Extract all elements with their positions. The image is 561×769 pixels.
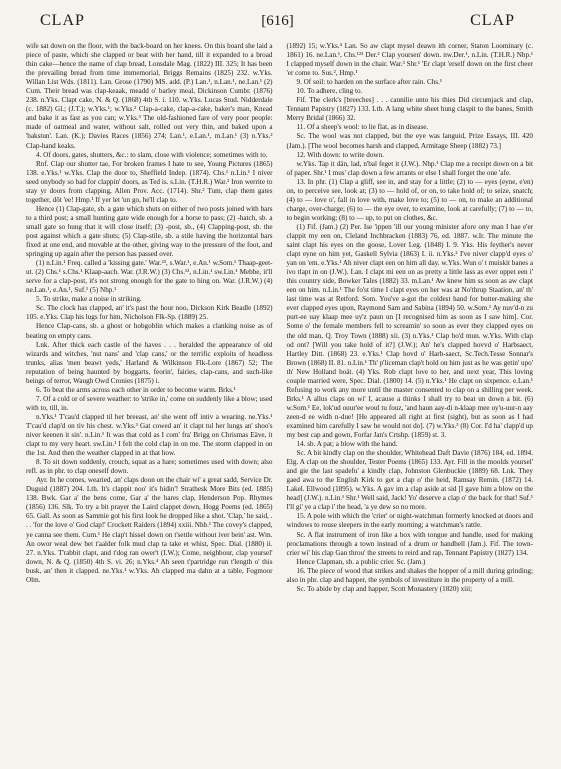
paragraph: 15. A pole with which the 'crier' or night-watchman formerly knocked at doors and windows to rouse sleepers in the early morning; a watchman's rattle. [286,512,533,530]
paragraph: w.Yks. Tap it dän, lad, n'bal feget it (J.W.). Nhp.¹ Clap me a receipt down on a bit of paper. Shr.¹ I mus' clap down a few arrants or else I shall forget the one 'afe. [286,159,533,177]
paragraph: (1892) 15; w.Yks.⁴ Lan. So aw clapt mysel deawn ith corner, Staton Loominary (c. 1861) 16. ne.Lan.¹, Chs.¹²³ Der.² Clap yoursen' down. nw.Der.¹, n.Lin. (T.H.R.) Nhp.¹ I clapped myself down in the chair. War.³ Shr.¹ 'Er clapt 'erself down on the first cheer 'er come to. Sus.², Hmp.¹ [286,42,533,78]
paragraph: 10. To adhere, cling to. [296,87,363,96]
text-columns [26,42,533,762]
paragraph: 11. Of a sheep's wool: to lie flat, as in disease. [296,123,429,132]
paragraph: 4. Of doors, gates, shutters, &c.: to slam, close with violence; sometimes with to. [36,150,268,159]
paragraph: 6. To beat the arms across each other in order to become warm. Brks.¹ [36,385,236,394]
running-header [26,12,533,34]
paragraph: Sc. A bit kindly clap on the shoulder, Whitehead Daft Davie (1876) 184, ed. 1894. Elg. A clap on the shoulder, Tester Poems (1865) 133. Ayr. Fill in the moolds yoursel' and gie the last spadefu' a kindly clap, Johnston Glenbuckie (1889) 68. Lnk. They gaed awa to the English Kirk to get a clap o' the heid, Ramsay Remin. (1872) 14. Lakel. Ellwood (1895). w.Yks. A gav im a clap aside at sid [I gave him a blow on the head] (J.W.). n.Lin.¹ Shr.¹ Well said, Jack! Yo' deserve a clap o' the back for that! Suf.¹ I'll gi' ye a clap i' the head, 'a ye dew so no more. [286,449,533,512]
paragraph: Ayr. In he comes, wearied, an' claps doon on the chair wi' a great sadd, Service Dr. Duguid (1887) 204. Lth. It's clappit noo' it's hidin'! Strathesk More Bits (ed. 1885) 138. Bwk. Gar a' the bens come, Gar a' the hares clap, Henderson Pop. Rhymes (1856) 136. Slk. To try a bit prayer the Laird clappet down, Hogg Poems (ed. 1865) 65. Gall. As soon as Sammie got his first look he dropped like a shot. 'Clap,' he said, . . . 'for the love o' God clap!' Crockett Raiders (1894) xxiii. Nhb.¹ The covey's clapped, ye canna see them. Cum.¹ He clap't hissel down on t'settle without iver bein' ast. Wm. An owor weal dew bet t'aalder folk mud clap ta take et whist, Spec. Dial. (1880) ii. 27. n.Yks. T'rabbit clapt, and t'dog ran ower't (I.W.); Come, neighbour, clap yoursel' down, N. & Q. (1850) 4th S. vi. 26; n.Yks.⁴ Ah seen t'partridge run t'length o' this busk, an' then it clapped. ne.Yks.¹ w.Yks. Ah clapped ma dahn at a table, Fogmoor Olm. [26,476,273,584]
header-right-word: CLAP [470,12,515,29]
right-column [287,42,534,762]
paragraph: wife sat down on the floor, with the back-board on her knees. On this board she laid a piece of paste, which she clapped or beat with her hand, till it expanded to a broad thin cake—hence the name of clap bread, Lonsdale Mag. (1822) III. 325; It has been the prevailing bread from time immemorial, Briggs Remains (1825) 232. w.Yks. Willan List Wds. (1811). Lan. Grose (1790) MS. add. (P.) Lan.¹, n.Lan.¹, ne.Lan.¹ (2) Cum. Their bread was clap-keaak, meadd o' barley meal, Dickinson Cumbr. (1876) 238. n.Yks. Clapt cake, N. & Q. (1868) 4th S. i. 110. w.Yks. Lucas Stud. Nidderdale (c. 1882) Gl.; (J.T.); w.Yks.¹; w.Yks.² Clap-a-cake, clap-a-cake, baker's man, Knead and bake it as fast as you can; w.Yks.³ The old-fashioned fare of very poor people: made of oatmeal and water, without salt, rolled out very thin, and baked upon a 'bakstun'. Lan. (K.); Davies Races (1856) 274; Lan.¹, e.Lan.¹, m.Lan.¹ (3) n.Yks.² Clap-hand keaks. [26,42,273,150]
paragraph: 8. To sit down suddenly, crouch, squat as a hare; sometimes used with down; also refl. as in phr. to clap oneself down. [26,458,273,476]
paragraph: 9. Of soil: to harden on the surface after rain. Chs.¹ [296,78,443,87]
page-number: [616] [261,13,294,29]
paragraph: Sc. To abide by clap and happer, Scott Monastery (1820) xiii; [296,584,473,593]
paragraph: 14. sb. A pat; a blow with the hand. [296,440,398,449]
paragraph: n.Yks.¹ T'cau'd clapped til her breeast, an' she went off intiv a wearing. ne.Yks.¹ T'cau'd clap'd on tiv his chest. w.Yks.³ Gat cowed an' it clapt tul her lungs an' shoo's niver keenen it sin'. n.Lin.¹ It was that cold as I com' fra' Brigg on Chrismas Eäve, it clapt to my very heart. sw.Lin.¹ I felt the cold clap in on me. The storm clapped in on the 1st. And then the weather clapped in at that how. [26,412,273,458]
paragraph: 5. To strike, make a noise in striking. [36,295,142,304]
paragraph: 13. In phr. (1) Clap a gliff, see in, and stay for a little; (2) to — eyes (eyne, e'en) on, to perceive see, look at; (3) to — hold of, or on, to take hold of; to seize, snatch; (4) to — love o', fall in love with, make love to; (5) to — on, to make an additional charge, over-charge; (6) to — the eye over, to examine, look at carefully; (7) to — to, to begin working; (8) to — up, to put on clothes, &c. [286,177,533,222]
paragraph: 12. With down: to write down. [296,150,384,159]
paragraph: Hence Clap-cans, sb. a ghost or hobgoblin which makes a clanking noise as of beating on empty cans. [26,322,273,340]
paragraph: 7. Of a cold or of severe weather: to 'strike in,' come on suddenly like a blow; used with to, till, in. [26,394,273,412]
paragraph: (1) n.Lin.¹ Freq. called a 'kissing gate.' War.²³, s.War.¹, e.An.¹ w.Som.¹ Thaap-geet-ut. (2) Chs.¹ s.Chs.¹ Klaap-aach. War. (J.R.W.) (3) Chs.¹³, n.Lin.¹ sw.Lin.¹ Mebbe, it'll serve for a clap-post, it's not strong enough for the gate to hing on. War. (J.R.W.) (4) ne.Lan.¹, e.An.¹, Suf.¹ (5) Nhp.¹ [26,259,273,295]
header-left-word: CLAP [40,12,85,29]
paragraph: Fif. The clerk's [breeches] . . . cannilie unto his thies Did circumjack and clap, Tennant Papistry (1827) 133. Lth. A lang white sheet hung claspit to the banes, Smith Merry Bridal (1866) 32. [286,96,533,123]
paragraph: Sc. A flat instrument of iron like a box with tongue and handle, used for making proclamations through a town instead of a drum or handbell (Jam.). Fif. The town-crier wi' his clap Gan throu' the streets to reird and rap, Tennant Papistry (1827) 134. [286,530,533,557]
paragraph: Hence (1) Clap-gate, sb. a gate which shuts on either of two posts joined with bars to a third post; a small hunting gate wide enough for a horse to pass; (2) -hatch, sb. a small gate so hung that it will close itself; (3) -post, sb., (4) Clapping-post, sb. the post against which a gate shuts; (5) Clap-stile, sb. a stile having the horizontal bars fixed at one end, and movable at the other, giving way to the pressure of the foot, and springing up again after the person has passed over. [26,204,273,259]
paragraph: Lnk. After thick each castle of the haves . . . heralded the appearance of old wizards and witches, 'nut nans' and 'clap cans,' or the terrific exploits of headless trunks, alias 'men beawt yeds,' Harland & Wilkinson Flk-Lore (1867) 52; The reputation of being haunted by boggarts, feorin', fairies, clap-cans, and such-like beings of terror, Waugh Owd Cronies (1875) i. [26,340,273,385]
left-column [26,42,273,762]
paragraph: (1) Fif. (Jam.) (2) Per. Ise 'ippen 'ill our young minister afore ony man I hae e'er clappit my een on, Cleland Inchbracken (1883) 76, ed. 1887. w.Ir. The minute the saint clapt his eyes on the goose, Lover Leg. (1848) I. 9. Yks. His feyther's never clapt eyne on him yet, Gaskell Sylvia (1863) I. ii. n.Yks.² I've niver clapp'd eyes o' yan on 'em. e.Yks.¹ Ah niver clapt een on him all day. w.Yks. Wun o' t muiskit banes a ivo tlapt in on (J.W.). Lan. I clapt mi een on as pretty a little lass as ever oppet een i' this country side, Bowker Tales (1882) 33. m.Lan.¹ Aw knew him ss soon as aw clapt een on him. n.Lin.¹ The fo'st time I clapt eyes on her was at No'thrup Staation, an' th' last time was at Retford. Som. You've a-got the coldest hand for butter-making she ever clapped eyes upon, Raymond Sam and Sabina (1894) 50. w.Som.¹ Ay nuv'd-n zu purt-ee uay klaap mee uy'z paun un [I recognised him as soon as I saw him]. Cor. Some o' the female members fell to screamin' so soon as ever they clapped eyes on the old man, Q. Troy Town (1888) xii. (3) n.Yks.¹ Clap ho'd mun. w.Yks. With clap od ont? [Will you take hold of it?] (J.W.); An' he's clapped hovvd o' Harbsaect, Hartley Ditt. (1868) 23. e.Yks.¹ Clap hovd o' Harb-saect, Sc.Tech.Tesse Sonnar's Brown (1868) II. 81. n.Lin.¹ Th' p'liceman clap't hold on him just as he was getin' upo' th' New Holland boät. (4) Yks. Rob clapt love to her, and next year, This loving couple married were, Spec. Dial. (1800) 14. (5) n.Yks.¹ He clapt on sixpence. e.Lan.¹ Refusing to work any more until the master consented to clap on a shilling per week. Brks.¹ A allus claps on wi' I, acause a thinks I shall try to beat un down a bit. (6) w.Som.¹ Ee, lok'ud ouur'ee woul tu fouz, 'and haun aay-di n-klaap mee uy'u-uur-n aay zeen-d ee widh n-due! [He appeared all right at first (sight), but as soon as I had examined him carefully I saw he would not do]. (7) w.Yks.³ (8) Cor. I'd ha' clapp'd up my best cap and gown, Forfar Jan's Crtshp. (1859) st. 3. [286,222,533,440]
paragraph: Rnf. Clap our shutter tae, For broken frames I hate to see, Young Pictures (1865) 138. e.Yks.¹ w.Yks. Clap the door to, Sheffield Indep. (1874). Chs.¹ n.Lin.¹ I niver seed onybody so bad for clappin' doors, as Ted is. s.Lin. (T.H.R.) War.² Iron werrite to stay yr doors from clapping, Allen Prov. Acc. (1714). Shr.² Tum, clap them gates together, dōt 'ee! Hmp.¹ If yer let 'un go, he'll clap to. [26,159,273,204]
paragraph: Hence Clapman, sb. a public crier. Sc. (Jam.) [296,557,426,566]
paragraph: Sc. The wool was not clapped, but the eye was languid, Prize Essays, III. 420 (Jam.). [The wool becomes harsh and clapped, Armitage Sheep (1882) 73.] [286,132,533,150]
paragraph: Sc. The clock has clapped, an' it's past the hour noo, Dickson Kirk Beadle (1892) 105. e.Yks. Clap his lugs for him, Nicholson Flk-Sp. (1889) 25. [26,304,273,322]
paragraph: 16. The piece of wood that strikes and shakes the hopper of a mill during grinding; also in phr. clap and happer, the symbols of investiture in the property of a mill. [286,566,533,584]
